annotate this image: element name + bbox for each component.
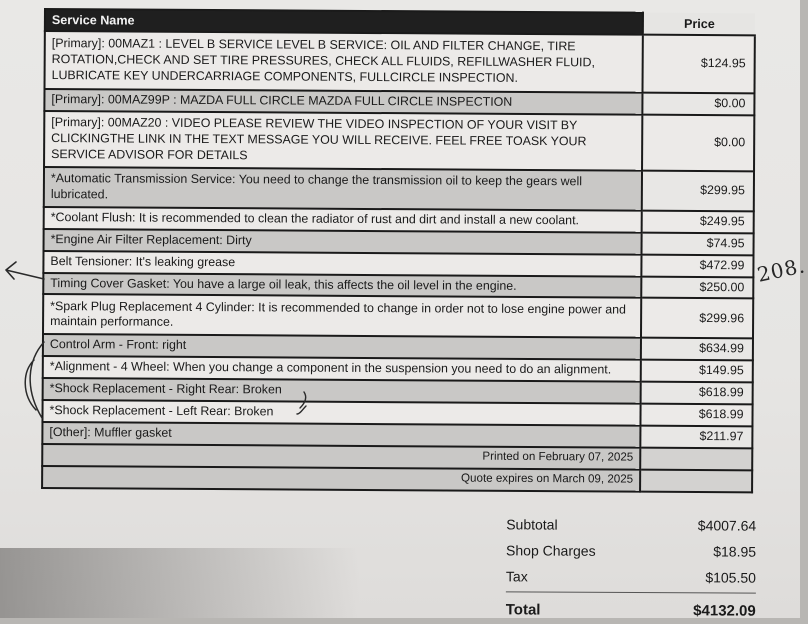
table-row (44, 111, 754, 171)
expires-row (42, 466, 752, 492)
total-label: Total (505, 600, 541, 619)
total-value: $4132.09 (693, 601, 756, 620)
service-price: $299.96 (641, 298, 753, 339)
tax-row (506, 563, 756, 590)
service-description: *Automatic Transmission Service: You need to change the transmission oil to keep the gears well lubricated. (44, 167, 642, 211)
table-row (43, 294, 753, 338)
header-service-name: Service Name (45, 9, 643, 35)
service-price: $618.99 (640, 404, 752, 427)
tax-value: $105.50 (705, 569, 756, 586)
service-price: $618.99 (641, 382, 753, 405)
service-description: *Coolant Flush: It is recommended to clean the radiator of rust and dirt and install a new coolant. (44, 207, 642, 233)
subtotal-label: Subtotal (506, 516, 558, 533)
header-price: Price (643, 13, 755, 36)
shop-charges-value: $18.95 (713, 543, 757, 560)
service-description: [Primary]: 00MAZ99P : MAZDA FULL CIRCLE MAZDA FULL CIRCLE INSPECTION (44, 89, 642, 115)
subtotal-row (506, 511, 756, 538)
shop-charges-row (506, 537, 756, 564)
service-description: Belt Tensioner: It's leaking grease (43, 251, 641, 277)
service-description: *Alignment - 4 Wheel: When you change a component in the suspension you need to do an alignment. (43, 356, 641, 382)
subtotal-value: $4007.64 (697, 517, 757, 534)
service-price: $211.97 (640, 426, 752, 449)
service-price: $149.95 (641, 360, 753, 383)
service-price: $634.99 (641, 338, 753, 361)
service-description: [Primary]: 00MAZ20 : VIDEO PLEASE REVIEW THE VIDEO INSPECTION OF YOUR VISIT BY CLICKINGTHE LINK IN THE TEXT MESSAGE YOU WILL RECEIVE. FEEL FREE TOASK YOUR SERVICE ADVISOR FOR DETAILS (44, 111, 642, 171)
service-price: $74.95 (642, 233, 754, 256)
service-price: $0.00 (642, 93, 754, 116)
service-description: Timing Cover Gasket: You have a large oil leak, this affects the oil level in the engine. (43, 273, 641, 299)
service-quote-table (41, 8, 756, 493)
service-description: [Primary]: 00MAZ1 : LEVEL B SERVICE LEVEL B SERVICE: OIL AND FILTER CHANGE, TIRE ROTATION,CHECK AND SET TIRE PRESSURES, CHECK ALL FLUIDS, REFILLWASHER FLUID, LUBRICATE KEY UNDERCARRIAGE COMPONENTS, FULLCIRCLE INSPECTION. (45, 31, 643, 93)
service-description: *Shock Replacement - Right Rear: Broken (43, 378, 641, 404)
service-description: *Spark Plug Replacement 4 Cylinder: It is recommended to change in order not to lose engine power and maintain performance. (43, 294, 641, 338)
quote-expiry: Quote expires on March 09, 2025 (42, 466, 640, 492)
service-price: $250.00 (641, 276, 753, 299)
shop-charges-label: Shop Charges (506, 542, 596, 559)
table-row (45, 31, 755, 93)
service-price: $299.95 (642, 171, 754, 212)
total-row (506, 591, 756, 623)
service-price: $472.99 (641, 254, 753, 277)
service-description: *Engine Air Filter Replacement: Dirty (44, 229, 642, 255)
printed-price-cell (640, 448, 752, 471)
table-row (44, 167, 754, 211)
service-price: $0.00 (642, 115, 754, 172)
printed-date: Printed on February 07, 2025 (42, 444, 640, 470)
service-description: Control Arm - Front: right (43, 334, 641, 360)
handwritten-note: 208. (755, 253, 808, 287)
service-description: *Shock Replacement - Left Rear: Broken (42, 400, 640, 426)
service-price: $124.95 (642, 35, 754, 94)
service-description: [Other]: Muffler gasket (42, 422, 640, 448)
service-price: $249.95 (642, 211, 754, 234)
photo-shadow (0, 548, 360, 618)
tax-label: Tax (505, 568, 528, 585)
totals-block (506, 511, 757, 623)
expiry-price-cell (640, 470, 752, 493)
